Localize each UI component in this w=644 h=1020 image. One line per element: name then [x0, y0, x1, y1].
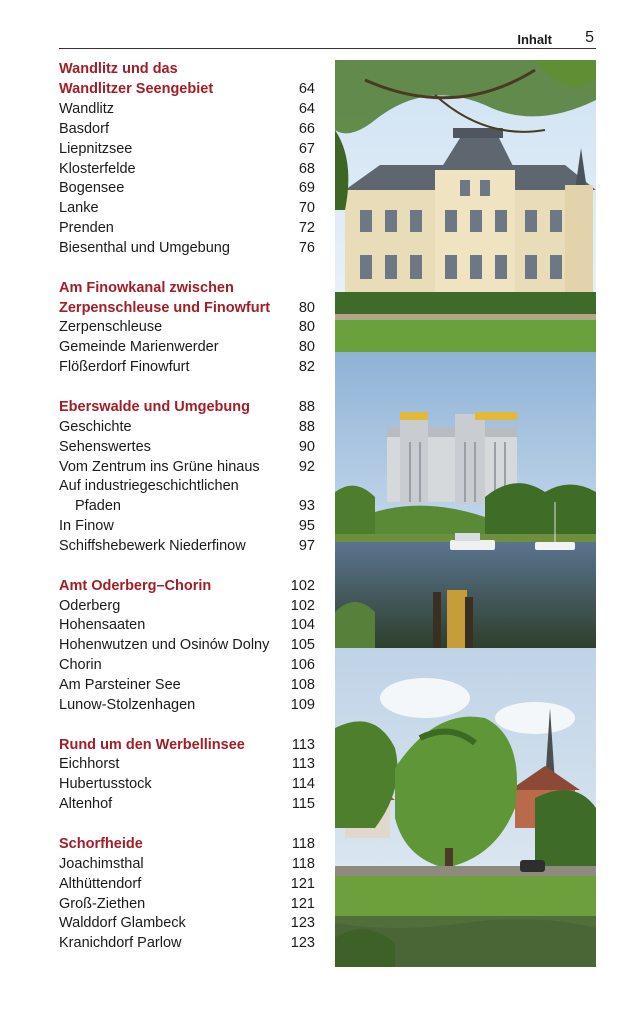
- toc-group-eberswalde: [59, 398, 315, 557]
- toc-page-number: 114: [291, 776, 315, 793]
- toc-entry[interactable]: [59, 676, 315, 696]
- toc-page-number: 121: [290, 875, 315, 892]
- toc-entry-title: Bogensee: [59, 180, 125, 197]
- toc-entry-title: Klosterfelde: [59, 160, 136, 177]
- toc-heading[interactable]: [59, 736, 315, 756]
- toc-group-finowkanal: [59, 279, 315, 379]
- toc-page-number: 67: [298, 140, 315, 157]
- toc-entry[interactable]: [59, 795, 315, 815]
- toc-heading[interactable]: [59, 80, 315, 100]
- town-photo: [335, 648, 596, 967]
- toc-page-number: 95: [298, 518, 315, 535]
- toc-entry[interactable]: [59, 934, 315, 954]
- toc-entry-title: Prenden: [59, 220, 114, 237]
- toc-heading[interactable]: [59, 577, 315, 597]
- toc-entry-title: Vom Zentrum ins Grüne hinaus: [59, 458, 260, 475]
- toc-page-number: 106: [290, 657, 315, 674]
- toc-entry[interactable]: [59, 895, 315, 915]
- toc-page-number: 97: [298, 538, 315, 555]
- toc-page-number: 72: [298, 220, 315, 237]
- toc-group-wandlitz: [59, 60, 315, 259]
- toc-entry-title: Hohenwutzen und Osinów Dolny: [59, 637, 270, 654]
- toc-page-number: 88: [298, 398, 315, 415]
- toc-heading-text: Amt Oderberg–Chorin: [59, 577, 212, 594]
- toc-page-number: 76: [298, 240, 315, 257]
- toc-page-number: 93: [298, 498, 315, 515]
- toc-entry-title: Lunow-Stolzenhagen: [59, 697, 196, 714]
- toc-entry-title: Liepnitzsee: [59, 140, 133, 157]
- toc-heading-text: Am Finowkanal zwischen: [59, 279, 234, 296]
- toc-entry[interactable]: [59, 497, 315, 517]
- toc-group-werbellinsee: [59, 736, 315, 816]
- palace-photo: [335, 60, 596, 352]
- toc-entry[interactable]: [59, 338, 315, 358]
- toc-entry-title: Schiffshebewerk Niederfinow: [59, 538, 246, 555]
- toc-entry[interactable]: [59, 855, 315, 875]
- running-header: [59, 28, 596, 49]
- toc-entry-title: Joachimsthal: [59, 855, 144, 872]
- toc-page-number: 115: [291, 796, 315, 813]
- toc-group-oderberg: [59, 577, 315, 716]
- toc-page-number: 123: [290, 915, 315, 932]
- toc-entry[interactable]: [59, 616, 315, 636]
- toc-page-number: 104: [290, 617, 315, 634]
- toc-page-number: 108: [290, 677, 315, 694]
- toc-entry[interactable]: [59, 775, 315, 795]
- toc-entry-title: Kranichdorf Parlow: [59, 935, 182, 952]
- toc-page-number: 118: [291, 855, 315, 872]
- toc-group-schorfheide: [59, 835, 315, 954]
- toc-page-number: 113: [291, 736, 315, 753]
- toc-entry-title: Lanke: [59, 200, 99, 217]
- toc-page-number: 105: [290, 637, 315, 654]
- toc-heading-text: Wandlitzer Seengebiet: [59, 80, 214, 97]
- toc-page-number: 68: [298, 160, 315, 177]
- toc-entry-title: Flößerdorf Finowfurt: [59, 359, 190, 376]
- toc-entry-title: In Finow: [59, 518, 114, 535]
- toc-entry-title: Eichhorst: [59, 756, 120, 773]
- toc-entry-title: Am Parsteiner See: [59, 677, 181, 694]
- toc-page-number: 80: [298, 299, 315, 316]
- toc-page-number: 82: [298, 359, 315, 376]
- toc-entry-title: Walddorf Glambeck: [59, 915, 186, 932]
- toc-entry[interactable]: [59, 120, 315, 140]
- toc-entry-title: Wandlitz: [59, 100, 115, 117]
- toc-entry[interactable]: [59, 358, 315, 378]
- toc-page-number: 64: [298, 80, 315, 97]
- toc-entry-title: Groß-Ziethen: [59, 895, 146, 912]
- toc-entry[interactable]: [59, 477, 315, 497]
- toc-entry-title: Chorin: [59, 657, 102, 674]
- toc-page-number: 64: [298, 100, 315, 117]
- toc-entry-title: Auf industriegeschichtlichen: [59, 478, 239, 495]
- toc-entry[interactable]: [59, 755, 315, 775]
- toc-entry-title: Pfaden: [75, 498, 121, 515]
- toc-entry[interactable]: [59, 318, 315, 338]
- toc-entry[interactable]: [59, 100, 315, 120]
- toc-entry[interactable]: [59, 179, 315, 199]
- toc-entry[interactable]: [59, 597, 315, 617]
- toc-entry-title: Altenhof: [59, 796, 113, 813]
- toc-entry[interactable]: [59, 160, 315, 180]
- toc-entry[interactable]: [59, 140, 315, 160]
- toc-heading[interactable]: [59, 398, 315, 418]
- toc-entry[interactable]: [59, 199, 315, 219]
- toc-page-number: 80: [298, 319, 315, 336]
- toc-entry-title: Althüttendorf: [59, 875, 142, 892]
- toc-heading-text: Wandlitz und das: [59, 61, 178, 77]
- toc-page-number: 123: [290, 935, 315, 952]
- toc-heading[interactable]: [59, 299, 315, 319]
- toc-entry-title: Geschichte: [59, 418, 132, 435]
- toc-heading[interactable]: [59, 279, 315, 299]
- toc-page-number: 113: [291, 756, 315, 773]
- toc-heading-text: Eberswalde und Umgebung: [59, 398, 250, 415]
- toc-heading-text: Rund um den Werbellinsee: [59, 736, 245, 753]
- toc-entry[interactable]: [59, 239, 315, 259]
- photo-column: [335, 60, 596, 967]
- toc-heading[interactable]: [59, 835, 315, 855]
- toc-page-number: 102: [290, 597, 315, 614]
- toc-page-number: 88: [298, 418, 315, 435]
- toc-entry[interactable]: [59, 875, 315, 895]
- toc-page-number: 66: [298, 120, 315, 137]
- toc-entry-title: Sehenswertes: [59, 438, 151, 455]
- toc-entry-title: Biesenthal und Umgebung: [59, 240, 230, 257]
- toc-entry-title: Gemeinde Marienwerder: [59, 339, 219, 356]
- toc-entry-title: Hubertusstock: [59, 776, 152, 793]
- toc-page-number: 80: [298, 339, 315, 356]
- toc-page-number: 69: [298, 180, 315, 197]
- page-number: 5: [585, 29, 594, 46]
- toc-entry[interactable]: [59, 636, 315, 656]
- toc-entry-title: Oderberg: [59, 597, 121, 614]
- toc-heading[interactable]: [59, 60, 315, 80]
- table-of-contents: [59, 60, 315, 974]
- toc-entry[interactable]: [59, 517, 315, 537]
- toc-entry-title: Hohensaaten: [59, 617, 146, 634]
- toc-page-number: 90: [298, 438, 315, 455]
- toc-entry[interactable]: [59, 696, 315, 716]
- toc-entry[interactable]: [59, 656, 315, 676]
- toc-entry-title: Zerpenschleuse: [59, 319, 163, 336]
- toc-entry[interactable]: [59, 219, 315, 239]
- toc-entry[interactable]: [59, 418, 315, 438]
- toc-entry[interactable]: [59, 914, 315, 934]
- toc-entry[interactable]: [59, 438, 315, 458]
- toc-entry-title: Basdorf: [59, 120, 109, 137]
- toc-page-number: 121: [290, 895, 315, 912]
- toc-entry[interactable]: [59, 458, 315, 478]
- section-label: Inhalt: [517, 32, 552, 47]
- toc-page-number: 109: [290, 697, 315, 714]
- toc-page-number: 70: [298, 200, 315, 217]
- toc-page-number: 92: [298, 458, 315, 475]
- toc-entry[interactable]: [59, 537, 315, 557]
- toc-heading-text: Zerpenschleuse und Finowfurt: [59, 299, 271, 316]
- toc-heading-text: Schorfheide: [59, 835, 143, 852]
- toc-page-number: 118: [291, 835, 315, 852]
- ship-lift-photo: [335, 352, 596, 648]
- toc-page-number: 102: [290, 577, 315, 594]
